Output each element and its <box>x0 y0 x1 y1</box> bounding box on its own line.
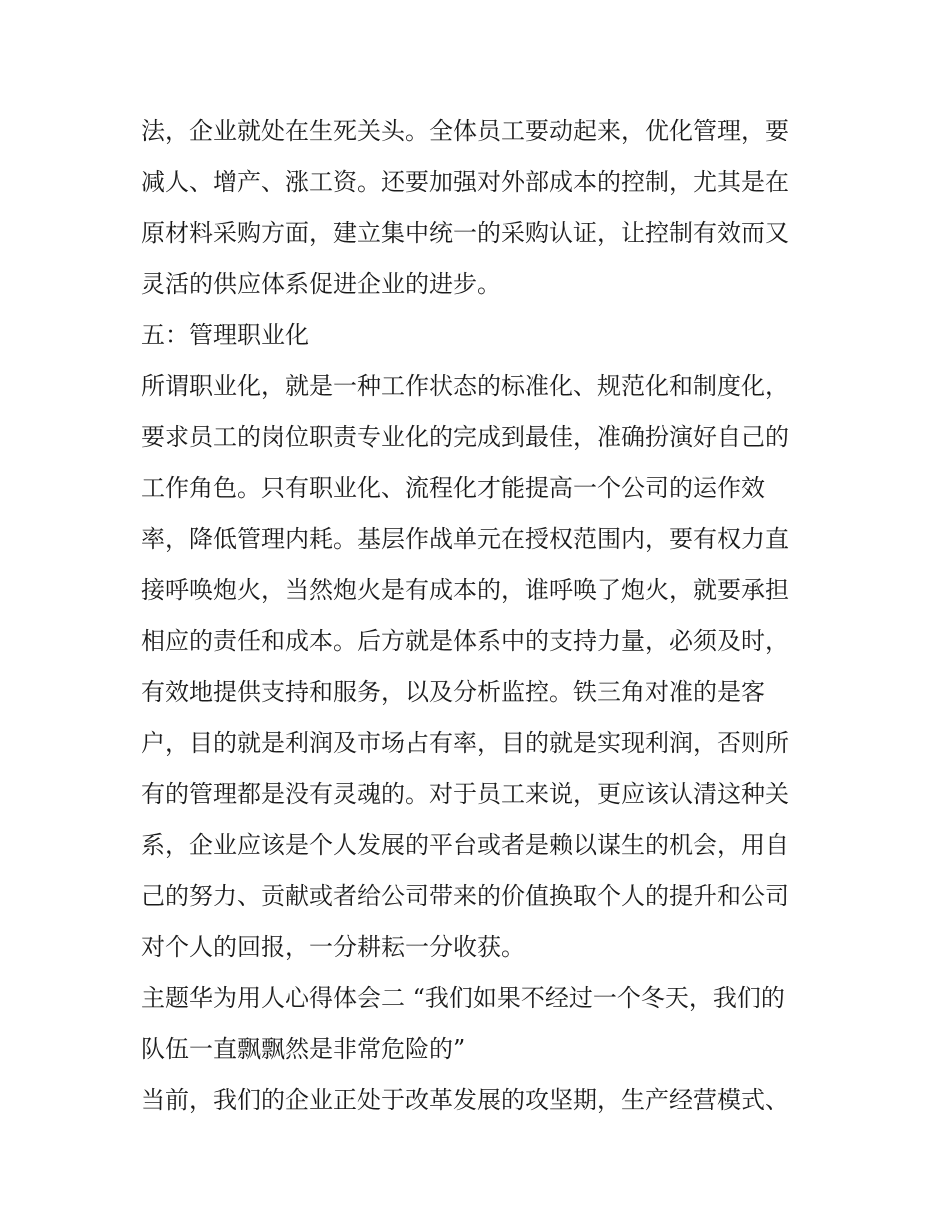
text-line: 有的管理都是没有灵魂的。对于员工来说，更应该认清这种关 <box>141 780 789 808</box>
text-line: 减人、增产、涨工资。还要加强对外部成本的控制，尤其是在 <box>141 168 789 196</box>
text-line: 对个人的回报，一分耕耘一分收获。 <box>141 933 525 961</box>
text-line: 要求员工的岗位职责专业化的完成到最佳，准确扮演好自己的 <box>141 423 789 451</box>
text-line: 有效地提供支持和服务，以及分析监控。铁三角对准的是客 <box>141 678 765 706</box>
text-line: 户，目的就是利润及市场占有率，目的就是实现利润，否则所 <box>141 729 789 757</box>
text-line: 灵活的供应体系促进企业的进步。 <box>141 270 501 298</box>
text-line: 接呼唤炮火，当然炮火是有成本的，谁呼唤了炮火，就要承担 <box>141 576 789 604</box>
text-line: 率，降低管理内耗。基层作战单元在授权范围内，要有权力直 <box>141 525 789 553</box>
topic-title-line: 队伍一直飘飘然是非常危险的” <box>141 1035 466 1063</box>
text-line: 系，企业应该是个人发展的平台或者是赖以谋生的机会，用自 <box>141 831 789 859</box>
body-text <box>141 106 821 1126</box>
text-line: 当前，我们的企业正处于改革发展的攻坚期，生产经营模式、 <box>141 1086 789 1114</box>
text-line: 己的努力、贡献或者给公司带来的价值换取个人的提升和公司 <box>141 882 789 910</box>
text-line: 工作角色。只有职业化、流程化才能提高一个公司的运作效 <box>141 474 765 502</box>
text-line: 相应的责任和成本。后方就是体系中的支持力量，必须及时， <box>141 627 789 655</box>
text-line: 法，企业就处在生死关头。全体员工要动起来，优化管理，要 <box>141 117 789 145</box>
topic-title-line: 主题华为用人心得体会二 “我们如果不经过一个冬天，我们的 <box>141 984 785 1012</box>
section-heading: 五：管理职业化 <box>141 321 309 349</box>
text-line: 原材料采购方面，建立集中统一的采购认证，让控制有效而又 <box>141 219 789 247</box>
text-line: 所谓职业化，就是一种工作状态的标准化、规范化和制度化， <box>141 372 789 400</box>
